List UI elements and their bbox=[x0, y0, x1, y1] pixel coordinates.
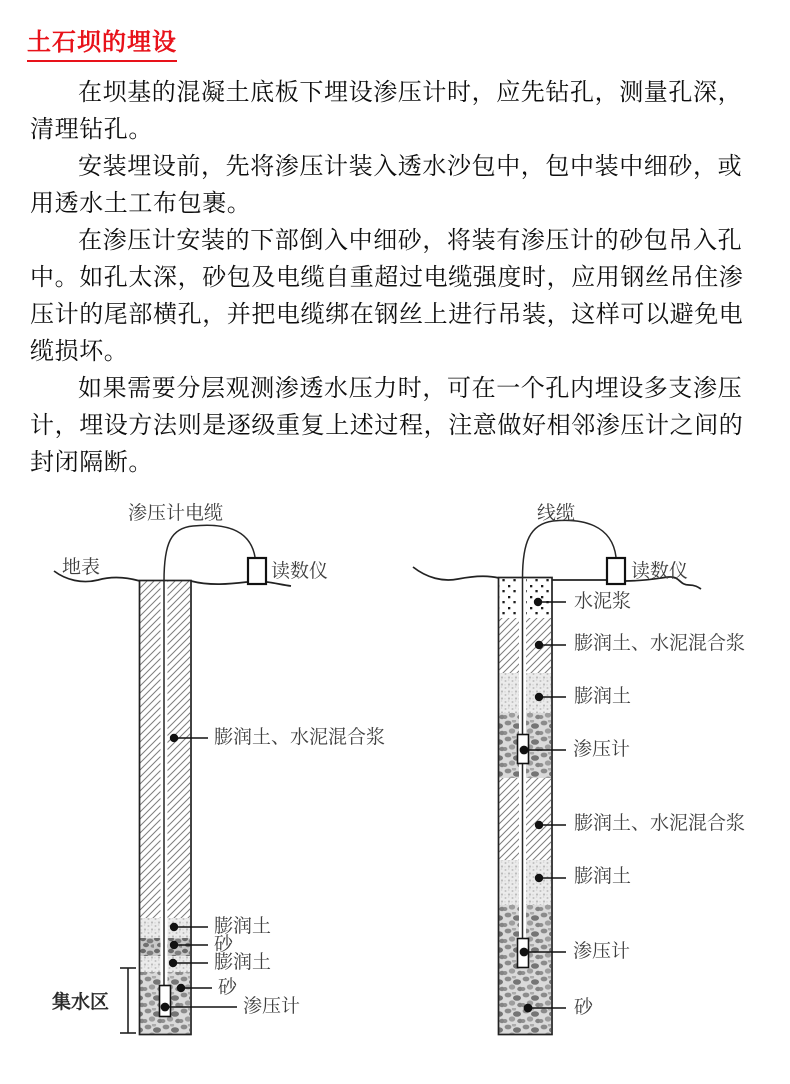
right-layer-label-cement: 水泥浆 bbox=[574, 591, 632, 612]
body-line: 用透水土工布包裹。 bbox=[30, 190, 252, 217]
body-line: 在坝基的混凝土底板下埋设渗压计时，应先钻孔，测量孔深， bbox=[78, 79, 743, 106]
left-reader-label: 读数仪 bbox=[271, 561, 329, 582]
right-layer-label-grout2: 膨润土、水泥混合浆 bbox=[574, 813, 746, 834]
right-reader-label: 读数仪 bbox=[631, 561, 689, 582]
right-piezometer2-label: 渗压计 bbox=[573, 941, 631, 962]
collector-zone-bracket bbox=[120, 968, 136, 1033]
left-readout-box bbox=[248, 558, 266, 584]
left-layer-label-bentonite1: 膨润土 bbox=[214, 916, 272, 937]
right-cable-curve bbox=[523, 520, 617, 578]
page-title: 土石坝的埋设 bbox=[27, 22, 177, 62]
body-line: 压计的尾部横孔，并把电缆绑在钢丝上进行吊装，这样可以避免电 bbox=[30, 301, 744, 328]
left-layer-label-bentonite2: 膨润土 bbox=[214, 952, 272, 973]
right-borehole bbox=[499, 578, 553, 1035]
left-piezometer-label: 渗压计 bbox=[243, 996, 301, 1017]
left-piezometer bbox=[160, 986, 171, 1017]
body-line: 缆损坏。 bbox=[30, 338, 129, 365]
body-line: 在渗压计安装的下部倒入中细砂，将装有渗压计的砂包吊入孔 bbox=[78, 227, 743, 254]
right-readout-box bbox=[607, 558, 625, 584]
body-line: 如果需要分层观测渗透水压力时，可在一个孔内埋设多支渗压 bbox=[78, 375, 743, 402]
left-layer-label-grout: 膨润土、水泥混合浆 bbox=[214, 727, 386, 748]
collector-zone-label: 集水区 bbox=[52, 992, 110, 1013]
right-layer-label-bentonite2: 膨润土 bbox=[574, 866, 632, 887]
ground-surface-label: 地表 bbox=[62, 557, 101, 578]
body-line: 计，埋设方法则是逐级重复上述过程，注意做好相邻渗压计之间的 bbox=[30, 412, 744, 439]
body-line: 封闭隔断。 bbox=[30, 449, 153, 476]
body-line: 安装埋设前，先将渗压计装入透水沙包中，包中装中细砂，或 bbox=[78, 153, 743, 180]
right-layer-label-sand: 砂 bbox=[574, 997, 594, 1018]
right-layer-label-grout1: 膨润土、水泥混合浆 bbox=[574, 633, 746, 654]
left-cable-curve bbox=[164, 525, 255, 581]
right-layer-label-bentonite1: 膨润土 bbox=[574, 686, 632, 707]
left-borehole bbox=[140, 581, 192, 1035]
right-cable-label: 线缆 bbox=[537, 503, 576, 524]
right-piezometer1-label: 渗压计 bbox=[573, 739, 631, 760]
body-line: 中。如孔太深，砂包及电缆自重超过电缆强度时，应用钢丝吊住渗 bbox=[30, 264, 744, 291]
body-line: 清理钻孔。 bbox=[30, 116, 153, 143]
left-cable-label: 渗压计电缆 bbox=[128, 503, 224, 524]
left-layer-label-sand2: 砂 bbox=[218, 977, 238, 998]
left-layer-label-sand1: 砂 bbox=[214, 934, 234, 955]
